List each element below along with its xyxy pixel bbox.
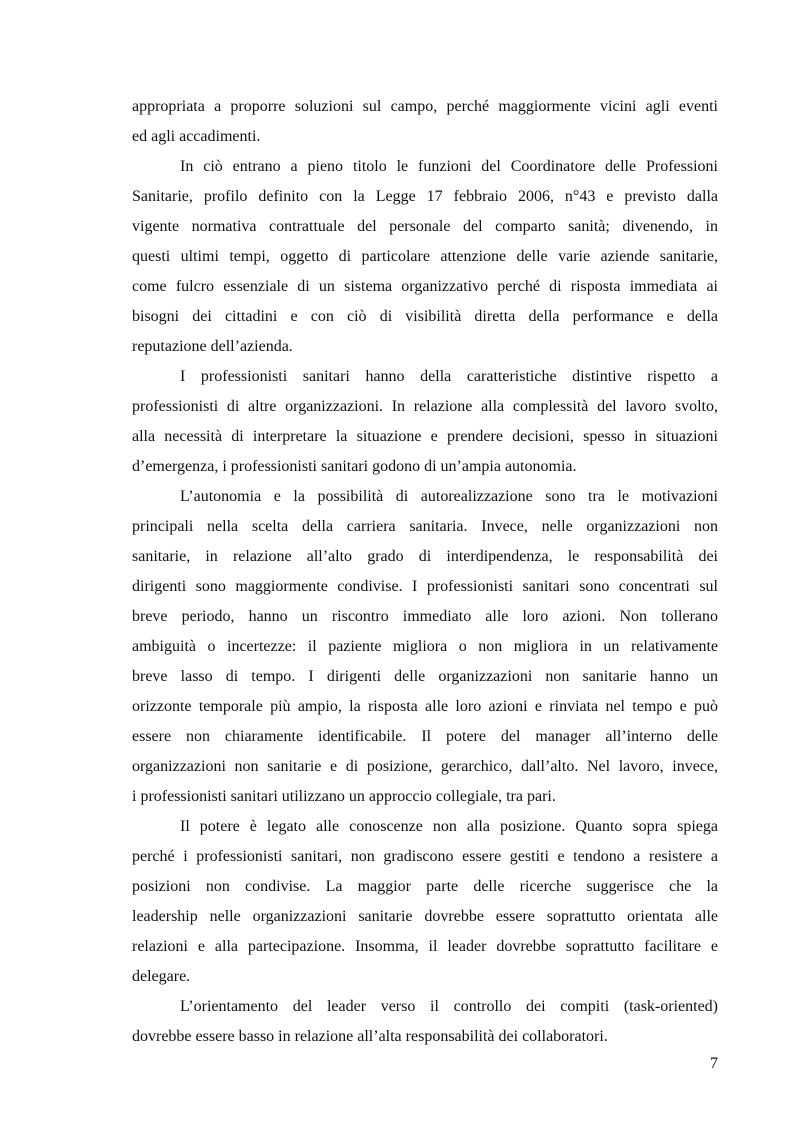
- text-line: relazioni e alla partecipazione. Insomma, il leader dovrebbe soprattutto facilitare e: [132, 938, 718, 955]
- text-line: alla necessità di interpretare la situazione e prendere decisioni, spesso in situazioni: [132, 428, 718, 445]
- text-line: orizzonte temporale più ampio, la risposta alle loro azioni e rinviata nel tempo e può: [132, 698, 718, 715]
- text-line: perché i professionisti sanitari, non gradiscono essere gestiti e tendono a resistere a: [132, 848, 718, 865]
- text-line: I professionisti sanitari hanno della caratteristiche distintive rispetto a: [180, 368, 718, 385]
- text-line: questi ultimi tempi, oggetto di particolare attenzione delle varie aziende sanitarie,: [132, 248, 718, 265]
- text-line: breve periodo, hanno un riscontro immediato alle loro azioni. Non tollerano: [132, 608, 718, 625]
- text-line: organizzazioni non sanitarie e di posizione, gerarchico, dall’alto. Nel lavoro, invece,: [132, 758, 718, 775]
- text-line: come fulcro essenziale di un sistema organizzativo perché di risposta immediata ai: [132, 278, 718, 295]
- text-line: reputazione dell’azienda.: [132, 338, 293, 355]
- paragraph: [132, 92, 718, 152]
- text-line: breve lasso di tempo. I dirigenti delle organizzazioni non sanitarie hanno un: [132, 668, 718, 685]
- paragraph: [132, 812, 718, 992]
- paragraph: [132, 992, 718, 1052]
- text-line: dovrebbe essere basso in relazione all’alta responsabilità dei collaboratori.: [132, 1028, 608, 1045]
- text-line: dirigenti sono maggiormente condivise. I professionisti sanitari sono concentrati sul: [132, 578, 718, 595]
- text-line: posizioni non condivise. La maggior parte delle ricerche suggerisce che la: [132, 878, 718, 895]
- text-line: Il potere è legato alle conoscenze non alla posizione. Quanto sopra spiega: [180, 818, 718, 835]
- text-line: sanitarie, in relazione all’alto grado di interdipendenza, le responsabilità dei: [132, 548, 718, 565]
- text-line: Sanitarie, profilo definito con la Legge 17 febbraio 2006, n°43 e previsto dalla: [132, 188, 718, 205]
- text-line: d’emergenza, i professionisti sanitari godono di un’ampia autonomia.: [132, 458, 577, 475]
- text-line: principali nella scelta della carriera sanitaria. Invece, nelle organizzazioni non: [132, 518, 718, 535]
- text-line: appropriata a proporre soluzioni sul campo, perché maggiormente vicini agli eventi: [132, 98, 718, 115]
- paragraph: [132, 482, 718, 812]
- text-line: essere non chiaramente identificabile. Il potere del manager all’interno delle: [132, 728, 718, 745]
- text-line: ed agli accadimenti.: [132, 128, 261, 145]
- document-body: [132, 92, 718, 1052]
- text-line: In ciò entrano a pieno titolo le funzioni del Coordinatore delle Professioni: [180, 158, 718, 175]
- text-line: i professionisti sanitari utilizzano un approccio collegiale, tra pari.: [132, 788, 556, 805]
- paragraph: [132, 362, 718, 482]
- paragraph: [132, 152, 718, 362]
- text-line: L’orientamento del leader verso il controllo dei compiti (task-oriented): [180, 998, 718, 1015]
- page-number: 7: [710, 1055, 718, 1072]
- text-line: professionisti di altre organizzazioni. In relazione alla complessità del lavoro svolto,: [132, 398, 718, 415]
- text-line: vigente normativa contrattuale del personale del comparto sanità; divenendo, in: [132, 218, 718, 235]
- text-line: ambiguità o incertezze: il paziente migliora o non migliora in un relativamente: [132, 638, 718, 655]
- text-line: delegare.: [132, 968, 191, 985]
- text-line: L’autonomia e la possibilità di autorealizzazione sono tra le motivazioni: [180, 488, 718, 505]
- text-line: leadership nelle organizzazioni sanitarie dovrebbe essere soprattutto orientata alle: [132, 908, 718, 925]
- text-line: bisogni dei cittadini e con ciò di visibilità diretta della performance e della: [132, 308, 718, 325]
